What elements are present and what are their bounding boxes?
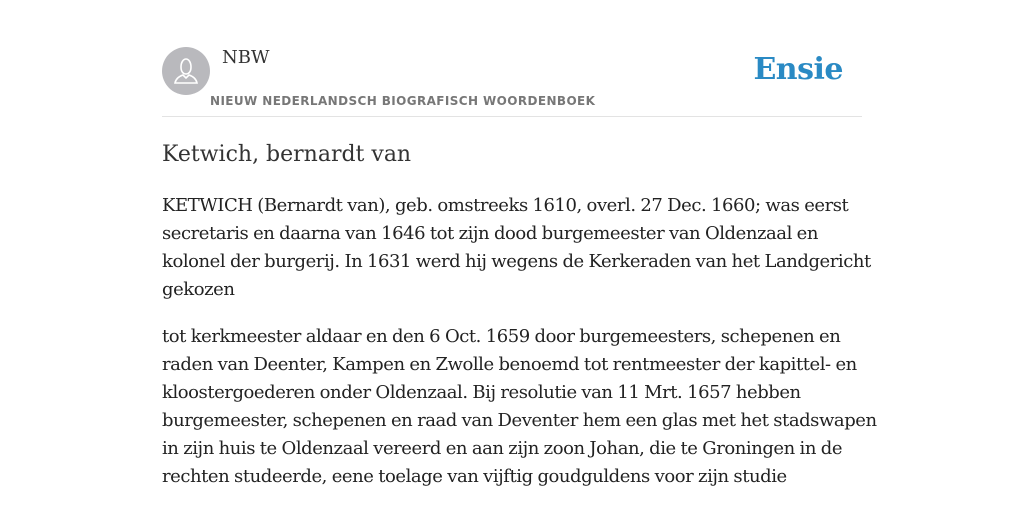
header	[162, 0, 862, 117]
source-short-name[interactable]: NBW	[222, 47, 270, 68]
paragraph-line: in zijn huis te Oldenzaal vereerd en aan zijn zoon Johan, die te Groningen in de	[162, 438, 843, 459]
source-full-name: NIEUW NEDERLANDSCH BIOGRAFISCH WOORDENBOEK	[210, 94, 596, 108]
paragraph-line: raden van Deenter, Kampen en Zwolle benoemd tot rentmeester der kapittel- en	[162, 354, 857, 375]
paragraph-line: secretaris en daarna van 1646 tot zijn dood burgemeester van Oldenzaal en	[162, 223, 818, 244]
paragraph-line: rechten studeerde, eene toelage van vijftig goudguldens voor zijn studie	[162, 466, 787, 487]
paragraph-line: KETWICH (Bernardt van), geb. omstreeks 1610, overl. 27 Dec. 1660; was eerst	[162, 195, 849, 216]
article-title: Ketwich, bernardt van	[162, 142, 412, 167]
article-paragraph-2	[162, 323, 877, 491]
brand-logo[interactable]: Ensie	[753, 52, 843, 87]
paragraph-line: tot kerkmeester aldaar en den 6 Oct. 1659 door burgemeesters, schepenen en	[162, 326, 841, 347]
paragraph-line: burgemeester, schepenen en raad van Deventer hem een glas met het stadswapen	[162, 410, 877, 431]
user-silhouette-icon	[162, 47, 210, 95]
paragraph-line: gekozen	[162, 279, 235, 300]
source-avatar[interactable]	[162, 47, 210, 95]
article-paragraph-1	[162, 192, 871, 304]
paragraph-line: kloostergoederen onder Oldenzaal. Bij resolutie van 11 Mrt. 1657 hebben	[162, 382, 801, 403]
paragraph-line: kolonel der burgerij. In 1631 werd hij wegens de Kerkeraden van het Landgericht	[162, 251, 871, 272]
